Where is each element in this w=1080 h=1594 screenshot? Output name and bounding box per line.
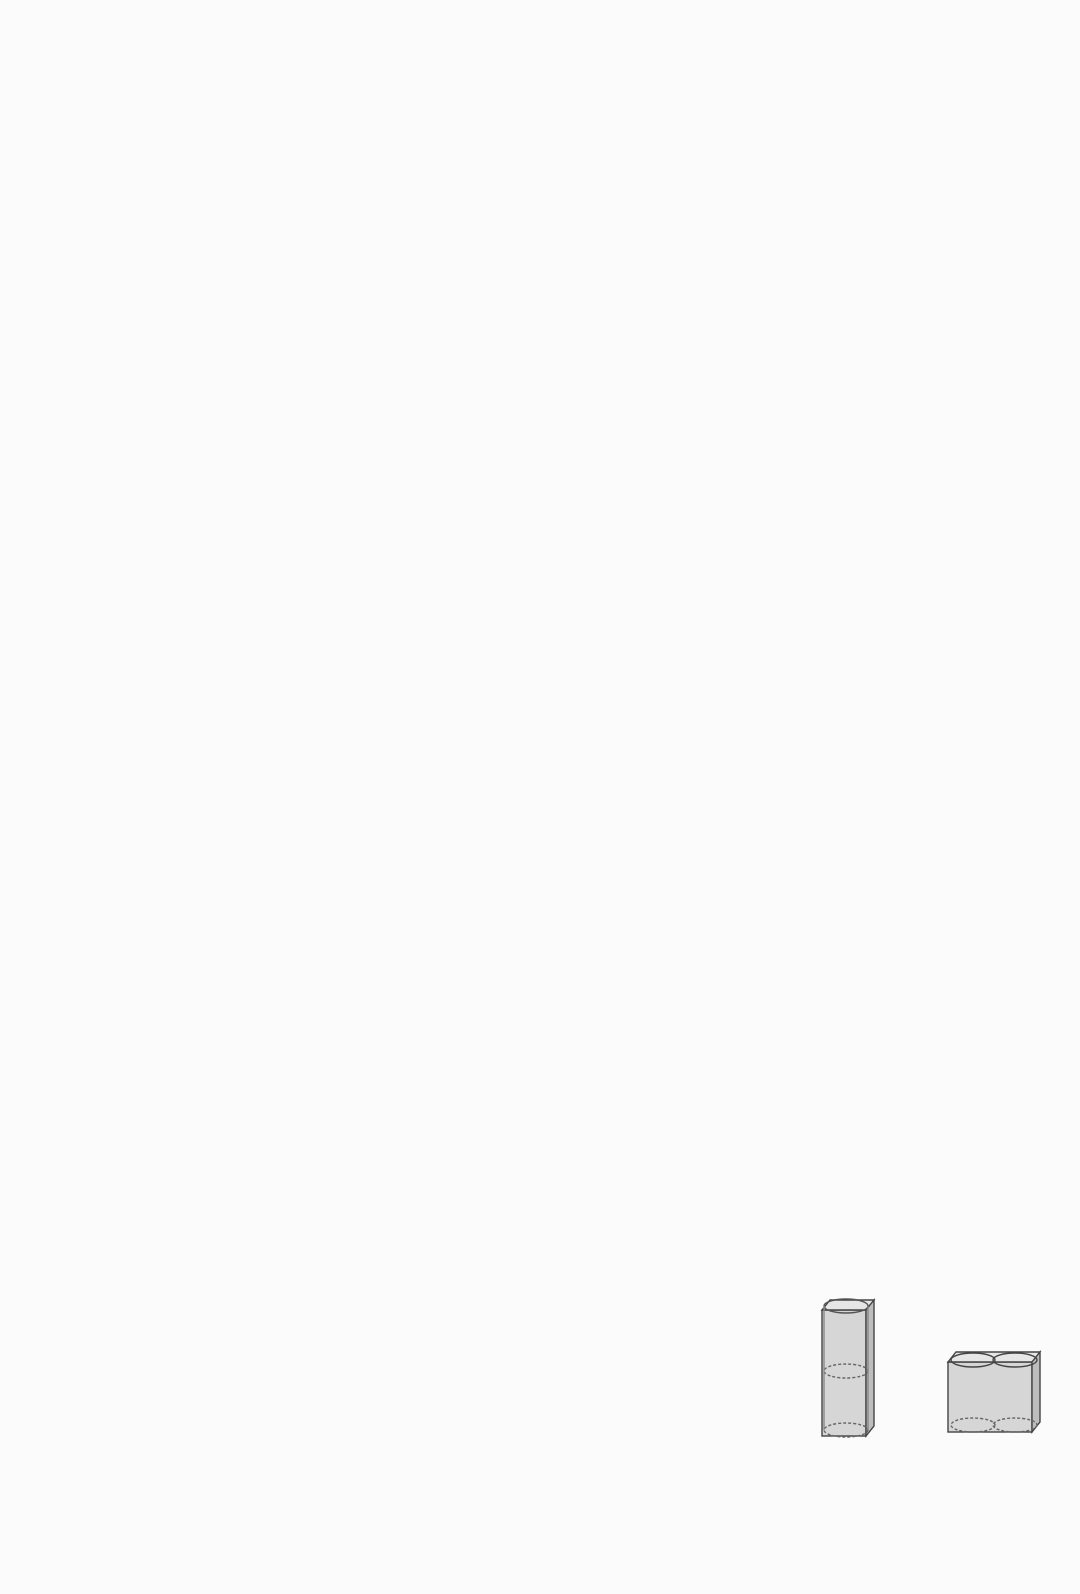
box-plan-2 (948, 1352, 1040, 1432)
box-plan-1 (822, 1299, 874, 1437)
